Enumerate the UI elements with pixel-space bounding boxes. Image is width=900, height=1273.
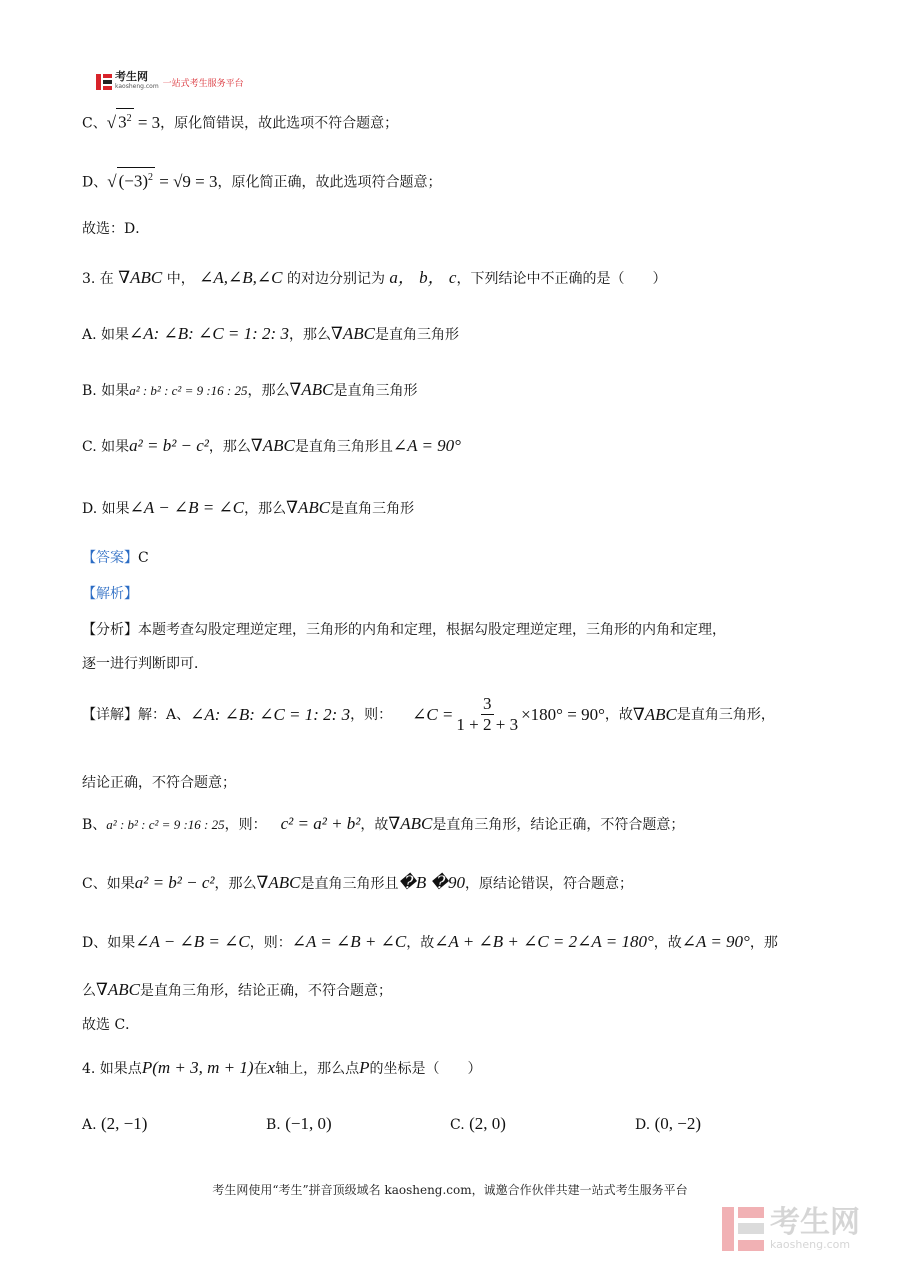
answer-line: 【答案】C [82,550,149,566]
logo-sub: kaosheng.com [115,83,159,90]
detail-d: D、如果∠A − ∠B = ∠C，则：∠A = ∠B + ∠C，故∠A + ∠B + ∠C = 2∠A = 180°，故∠A = 90°，那 [82,932,778,951]
detail-d-2: 么∇ABC是直角三角形，结论正确，不符合题意； [82,980,392,999]
header-slogan: 一站式考生服务平台 [162,78,244,89]
question-4: 4. 如果点P(m + 3, m + 1)在x轴上，那么点P的坐标是（ ） [82,1058,482,1077]
detail-b: B、a² : b² : c² = 9 :16 : 25，则： c² = a² + b²，故∇ABC是直角三角形，结论正确，不符合题意； [82,814,685,833]
prev-option-d: D、√ $(-3)^2 = √9 = 3$，原化简正确，故此选项符合题意； [82,167,442,193]
q3-option-b: B. 如果a² : b² : c² = 9 :16 : 25，那么∇ABC是直角三角形 [82,380,418,399]
fraction: $\frac{3}{1 + 2 + 3}$ [456,694,519,734]
watermark-sub: kaosheng.com [770,1238,851,1251]
footer-text: 考生网使用“考生”拼音顶级域名 kaosheng.com，诚邀合作伙伴共建一站式考生服务平台 [212,1183,688,1197]
conclusion-c: 故选 C． [82,1017,140,1033]
fenxi-line-2: 逐一进行判断即可． [82,656,208,672]
detail-a: 【详解】 解：A、 ∠A: ∠B: ∠C = 1: 2: 3 ，则： ∠C = $\frac{3}{1 + 2 + 3}$ ×180° = 90° ，故 ∇ABC 是直角三角形， [82,694,775,734]
fenxi-line-1: 【分析】本题考查勾股定理逆定理，三角形的内角和定理，根据勾股定理逆定理，三角形的内角和定理， [82,622,726,638]
footer-watermark [720,1205,860,1253]
kaosheng-watermark-icon [720,1205,766,1253]
q3-option-c: C. 如果a² = b² − c²，那么∇ABC是直角三角形且∠A = 90° [82,436,461,455]
header-logo [95,72,244,92]
kaosheng-logo-icon [95,73,113,91]
question-3: 3. 在 ∇ABC 中， ∠A,∠B,∠C 的对边分别记为 a， b， c，下列结论中不正确的是（ ） [82,268,667,287]
q3-option-a: A. 如果∠A: ∠B: ∠C = 1: 2: 3，那么∇ABC是直角三角形 [82,324,459,343]
detail-c: C、如果a² = b² − c²，那么∇ABC是直角三角形且�B �90，原结论错误，符合题意； [82,873,633,892]
q4-option-b: B. (−1, 0) [266,1114,332,1133]
q4-option-d: D. (0, −2) [635,1114,702,1133]
conclusion-d: 故选：D． [82,221,150,237]
q4-option-a: A. (2, −1) [82,1114,148,1133]
analysis-tag: 【解析】 [82,586,138,602]
watermark-text: 考生网 [770,1205,860,1240]
q3-option-d: D. 如果∠A − ∠B = ∠C，那么∇ABC是直角三角形 [82,498,415,517]
detail-a-2: 结论正确，不符合题意； [82,775,236,791]
prev-option-c: C、√ $3^2 = 3$，原化简错误，故此选项不符合题意； [82,108,398,134]
logo-text: 考生网 [115,70,148,83]
q4-option-c: C. (2, 0) [450,1114,506,1133]
